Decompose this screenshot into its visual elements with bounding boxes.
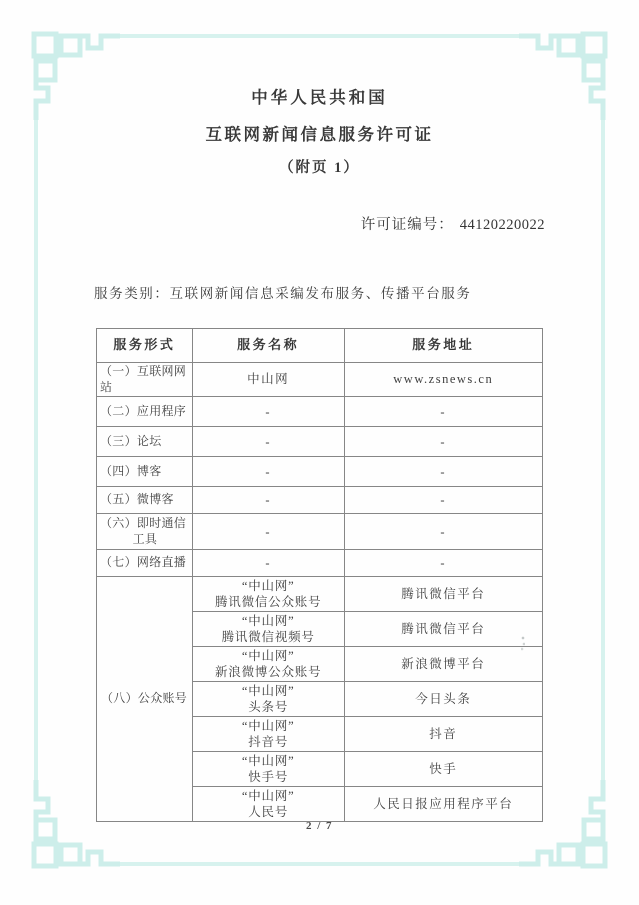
table-cell-name: - [192, 457, 344, 487]
table-cell-name: - [192, 514, 344, 550]
table-cell-name: - [192, 487, 344, 514]
table-cell-name [192, 577, 344, 612]
table-cell-group-form: （八）公众账号 [97, 577, 193, 822]
column-header-service-address: 服务地址 [344, 329, 543, 363]
license-number-line [361, 213, 545, 234]
border-frame-right [601, 117, 605, 781]
account-type: 腾讯微信视频号 [221, 630, 315, 645]
table-cell-address: - [344, 427, 543, 457]
services-table-wrapper [96, 328, 543, 822]
license-title: 互联网新闻信息服务许可证 [205, 125, 434, 144]
license-number-value: 44120220022 [459, 217, 545, 233]
account-type: 腾讯微信公众账号 [214, 595, 322, 610]
table-row [97, 363, 543, 397]
table-cell-address: 腾讯微信平台 [344, 612, 543, 647]
account-quoted-name: “中山网” [241, 789, 295, 804]
table-cell-name [192, 787, 344, 822]
table-cell-form: （二）应用程序 [97, 397, 193, 427]
table-cell-address: - [344, 514, 543, 550]
table-cell-name [192, 612, 344, 647]
table-cell-address: 人民日报应用程序平台 [344, 787, 543, 822]
table-cell-name: - [192, 550, 344, 577]
table-cell-address: 新浪微博平台 [344, 647, 543, 682]
account-type: 新浪微博公众账号 [214, 665, 322, 680]
account-type: 头条号 [248, 700, 289, 715]
account-quoted-name: “中山网” [241, 614, 295, 629]
table-cell-form: （三）论坛 [97, 427, 193, 457]
table-cell-form [97, 514, 193, 550]
border-frame-left [34, 117, 38, 781]
table-row [97, 457, 543, 487]
table-row [97, 397, 543, 427]
license-number-label: 许可证编号： [360, 217, 454, 233]
services-table [96, 328, 543, 822]
scan-artifact [521, 636, 525, 652]
table-cell-address: www.zsnews.cn [344, 363, 543, 397]
column-header-service-form: 服务形式 [97, 329, 193, 363]
form-line-1: （六）即时通信 [100, 516, 187, 531]
table-cell-name: - [192, 397, 344, 427]
table-cell-name: 中山网 [192, 363, 344, 397]
account-type: 人民号 [248, 805, 289, 820]
account-quoted-name: “中山网” [241, 719, 295, 734]
account-quoted-name: “中山网” [241, 754, 295, 769]
table-row [97, 514, 543, 550]
table-cell-address: - [344, 457, 543, 487]
table-cell-address: 今日头条 [344, 682, 543, 717]
account-quoted-name: “中山网” [241, 684, 295, 699]
account-type: 快手号 [248, 770, 289, 785]
table-cell-name [192, 647, 344, 682]
table-row [97, 427, 543, 457]
page-number: 2 / 7 [305, 820, 334, 832]
table-cell-form: （七）网络直播 [97, 550, 193, 577]
table-cell-name [192, 682, 344, 717]
table-header-row [97, 329, 543, 363]
table-cell-form: （四）博客 [97, 457, 193, 487]
table-cell-form: （一）互联网网站 [97, 363, 193, 397]
table-cell-name [192, 752, 344, 787]
service-category-label: 服务类别： [94, 286, 170, 301]
column-header-service-name: 服务名称 [192, 329, 344, 363]
border-frame-bottom [118, 862, 521, 866]
account-type: 抖音号 [248, 735, 289, 750]
table-row [97, 550, 543, 577]
table-cell-address: 抖音 [344, 717, 543, 752]
account-quoted-name: “中山网” [241, 579, 295, 594]
service-category-value: 互联网新闻信息采编发布服务、传播平台服务 [169, 286, 472, 301]
attachment-page-subtitle: （附页 1） [279, 160, 360, 176]
account-quoted-name: “中山网” [241, 649, 295, 664]
table-row [97, 487, 543, 514]
table-cell-address: 腾讯微信平台 [344, 577, 543, 612]
table-cell-form: （五）微博客 [97, 487, 193, 514]
table-cell-name [192, 717, 344, 752]
table-cell-address: - [344, 550, 543, 577]
table-cell-address: 快手 [344, 752, 543, 787]
form-line-2: 工具 [132, 531, 158, 546]
table-row [97, 577, 543, 612]
table-cell-name: - [192, 427, 344, 457]
table-cell-address: - [344, 487, 543, 514]
border-frame-top [118, 34, 521, 38]
service-category-line [94, 282, 472, 302]
table-cell-address: - [344, 397, 543, 427]
country-title: 中华人民共和国 [251, 88, 388, 107]
